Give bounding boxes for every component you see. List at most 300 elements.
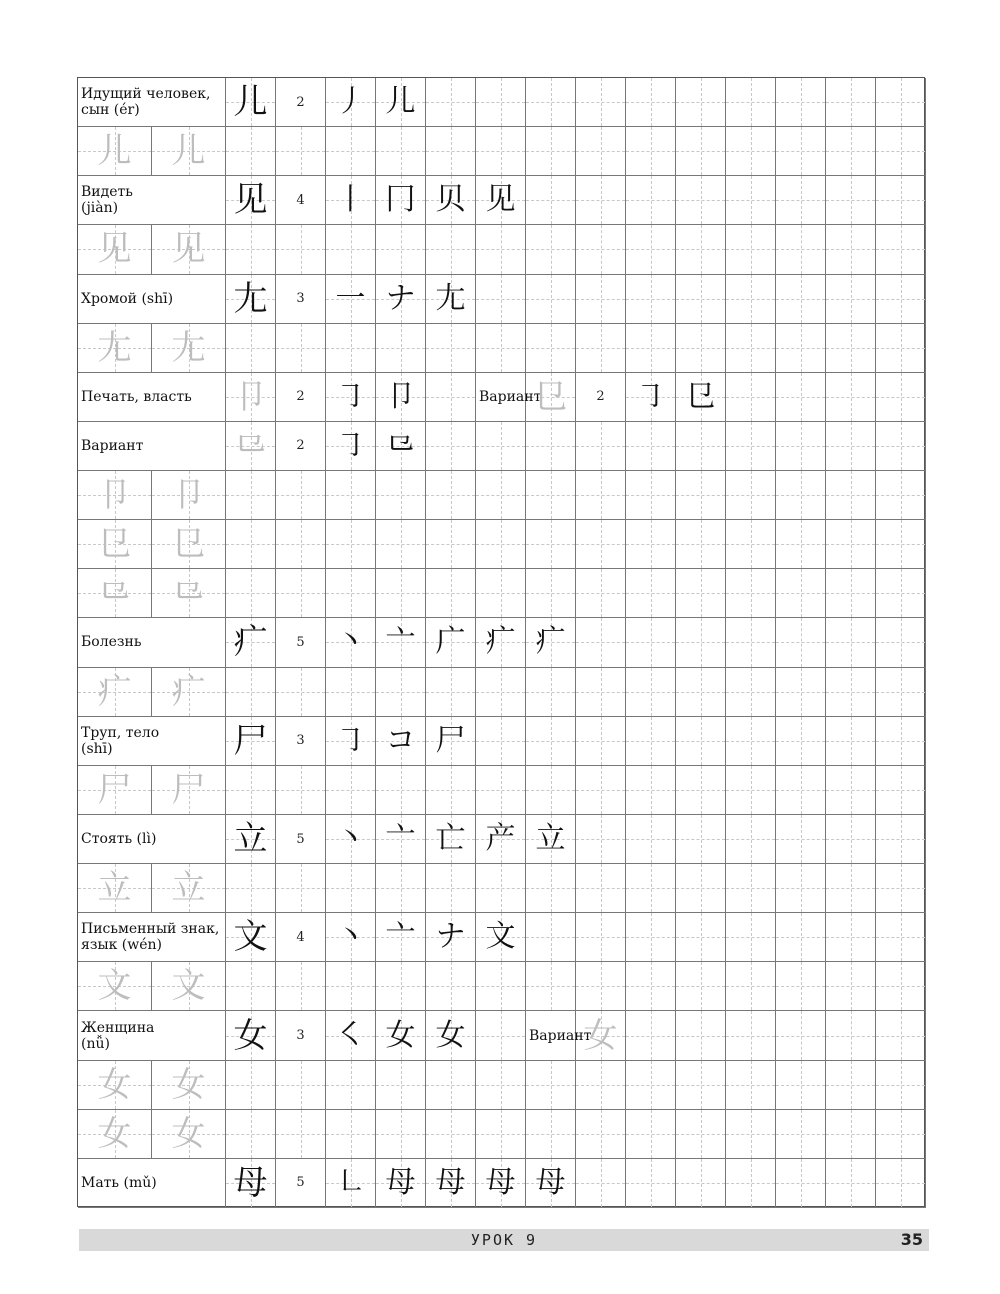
character-practice-grid: [77, 77, 925, 1207]
practice-cell: [826, 1159, 876, 1208]
practice-row: [78, 127, 924, 176]
practice-cell: [626, 225, 676, 274]
practice-cell: [826, 668, 876, 717]
practice-cell: [226, 864, 276, 913]
lesson-title: УРОК 9: [470, 1231, 538, 1249]
trace-character: 文: [97, 966, 132, 1007]
practice-cell: [376, 422, 426, 471]
practice-cell: [376, 78, 426, 127]
practice-cell: [776, 176, 826, 225]
practice-cell: [776, 569, 826, 618]
practice-cell: [776, 1061, 826, 1110]
practice-cell: [476, 78, 526, 127]
practice-cell: [476, 1061, 526, 1110]
practice-cell: [326, 422, 376, 471]
trace-character: 女: [97, 1064, 132, 1105]
main-character: 尢: [233, 278, 268, 319]
character-row: [78, 913, 924, 962]
practice-cell: [426, 815, 476, 864]
practice-cell: [326, 717, 376, 766]
stroke-step: 母: [435, 1164, 466, 1200]
stroke-step: ㇛: [335, 1017, 366, 1053]
stroke-step: 产: [485, 821, 516, 857]
practice-cell: [226, 1159, 276, 1208]
practice-cell: [826, 520, 876, 569]
practice-cell: [576, 864, 626, 913]
practice-cell: [326, 275, 376, 324]
page-number: 35: [900, 1230, 923, 1249]
practice-cell: [626, 78, 676, 127]
practice-cell: [726, 766, 776, 815]
practice-cell: [526, 275, 576, 324]
practice-cell: [426, 275, 476, 324]
practice-cell: [426, 471, 476, 520]
practice-cell: [476, 618, 526, 667]
character-meaning-label: [78, 1159, 226, 1208]
stroke-step: 广: [435, 624, 466, 660]
stroke-step: 丶: [335, 821, 366, 857]
practice-cell: [576, 1011, 626, 1060]
stroke-step: 丿: [335, 84, 366, 120]
practice-cell: [676, 422, 726, 471]
practice-cell: [826, 766, 876, 815]
practice-cell: [826, 422, 876, 471]
practice-cell: [676, 913, 726, 962]
practice-row: [78, 962, 924, 1011]
stroke-step: コ: [385, 722, 416, 758]
stroke-step: 丶: [335, 624, 366, 660]
practice-cell: [876, 815, 926, 864]
practice-cell: [226, 176, 276, 225]
trace-character: 尢: [171, 327, 206, 368]
practice-cell: [526, 618, 576, 667]
practice-cell: [376, 569, 426, 618]
practice-cell: [576, 569, 626, 618]
meaning-text: Болезнь: [81, 634, 142, 651]
practice-cell: [476, 962, 526, 1011]
practice-cell: [526, 176, 576, 225]
practice-cell: [676, 127, 726, 176]
practice-cell: [226, 962, 276, 1011]
practice-cell: [876, 618, 926, 667]
practice-cell: [526, 225, 576, 274]
practice-cell: [276, 1159, 326, 1208]
practice-cell: [626, 373, 676, 422]
variant-stroke-count: 2: [596, 389, 605, 405]
practice-cell: [676, 864, 726, 913]
practice-cell: [876, 766, 926, 815]
practice-row: [78, 520, 924, 569]
practice-cell: [226, 324, 276, 373]
stroke-step: ㇆: [335, 427, 366, 463]
practice-cell: [326, 1011, 376, 1060]
practice-cell: [676, 1110, 726, 1159]
character-meaning-label: [78, 1011, 226, 1060]
practice-cell: [726, 324, 776, 373]
practice-cell: [426, 1110, 476, 1159]
practice-cell: [826, 717, 876, 766]
trace-character: 卩: [171, 475, 206, 516]
practice-cell: [326, 962, 376, 1011]
practice-cell: [376, 1110, 426, 1159]
stroke-step: 亠: [385, 919, 416, 955]
stroke-step: 丨: [335, 182, 366, 218]
character-row: [78, 1011, 924, 1060]
practice-cell: [576, 225, 626, 274]
practice-cell: [726, 225, 776, 274]
practice-cell: [876, 569, 926, 618]
practice-cell: [876, 864, 926, 913]
trace-cell: [152, 520, 226, 569]
main-character: 儿: [233, 82, 268, 123]
practice-cell: [776, 422, 826, 471]
practice-cell: [726, 520, 776, 569]
practice-cell: [776, 766, 826, 815]
practice-cell: [276, 422, 326, 471]
practice-cell: [876, 275, 926, 324]
practice-cell: [576, 78, 626, 127]
practice-cell: [776, 962, 826, 1011]
practice-cell: [276, 1011, 326, 1060]
main-character: 女: [233, 1015, 268, 1056]
practice-row: [78, 324, 924, 373]
practice-row: [78, 569, 924, 618]
character-meaning-label: [78, 717, 226, 766]
practice-cell: [326, 864, 376, 913]
practice-cell: [826, 1011, 876, 1060]
practice-cell: [876, 1159, 926, 1208]
stroke-step: 母: [485, 1164, 516, 1200]
practice-cell: [726, 275, 776, 324]
stroke-step: 贝: [435, 182, 466, 218]
practice-cell: [326, 1159, 376, 1208]
trace-cell: [78, 520, 152, 569]
practice-cell: [276, 324, 326, 373]
practice-cell: [526, 1061, 576, 1110]
practice-cell: [726, 864, 776, 913]
practice-cell: [626, 324, 676, 373]
practice-cell: [876, 668, 926, 717]
practice-cell: [426, 913, 476, 962]
main-character: 卩: [233, 376, 268, 417]
stroke-step: 女: [385, 1017, 416, 1053]
practice-cell: [826, 962, 876, 1011]
practice-cell: [776, 1011, 826, 1060]
variant-label: Вариант: [479, 388, 542, 405]
practice-cell: [326, 618, 376, 667]
practice-cell: [226, 717, 276, 766]
practice-cell: [876, 373, 926, 422]
practice-cell: [876, 422, 926, 471]
stroke-step: 疒: [485, 624, 516, 660]
character-row: [78, 78, 924, 127]
meaning-text: Мать (mǔ): [81, 1174, 157, 1191]
practice-cell: [326, 127, 376, 176]
practice-cell: [326, 520, 376, 569]
practice-cell: [726, 1110, 776, 1159]
trace-cell: [78, 127, 152, 176]
practice-cell: [626, 471, 676, 520]
practice-cell: [376, 373, 426, 422]
practice-cell: [576, 1061, 626, 1110]
practice-cell: [276, 275, 326, 324]
practice-cell: [776, 520, 826, 569]
practice-cell: [726, 1159, 776, 1208]
practice-cell: [726, 176, 776, 225]
main-character: 母: [233, 1162, 268, 1203]
practice-cell: [376, 275, 426, 324]
practice-cell: [726, 471, 776, 520]
variant-stroke-step: ㇆: [635, 378, 666, 414]
practice-cell: [526, 324, 576, 373]
variant-label: Вариант: [529, 1027, 592, 1044]
practice-cell: [376, 225, 426, 274]
practice-cell: [476, 815, 526, 864]
stroke-step: 亠: [385, 821, 416, 857]
practice-cell: [326, 176, 376, 225]
practice-cell: [376, 864, 426, 913]
practice-cell: [276, 176, 326, 225]
practice-cell: [676, 176, 726, 225]
practice-cell: [326, 225, 376, 274]
practice-cell: [876, 471, 926, 520]
trace-cell: [78, 864, 152, 913]
stroke-step: 丶: [335, 919, 366, 955]
trace-character: 文: [171, 966, 206, 1007]
practice-cell: [426, 373, 476, 422]
practice-row: [78, 225, 924, 274]
practice-cell: [276, 520, 326, 569]
trace-character: 尸: [171, 769, 206, 810]
trace-character: 㔾: [97, 524, 132, 565]
practice-row: [78, 1061, 924, 1110]
stroke-step: 立: [535, 821, 566, 857]
practice-cell: [476, 520, 526, 569]
practice-cell: [526, 668, 576, 717]
practice-cell: [576, 373, 626, 422]
practice-cell: [776, 127, 826, 176]
trace-cell: [78, 569, 152, 618]
practice-cell: [376, 324, 426, 373]
practice-cell: [576, 668, 626, 717]
character-row: [78, 373, 924, 422]
practice-cell: [676, 78, 726, 127]
practice-cell: [326, 815, 376, 864]
practice-cell: [476, 1110, 526, 1159]
practice-cell: [376, 1011, 426, 1060]
practice-cell: [426, 176, 476, 225]
practice-cell: [776, 324, 826, 373]
stroke-step: ㇆: [335, 378, 366, 414]
practice-cell: [476, 225, 526, 274]
meaning-text: Печать, власть: [81, 388, 192, 405]
practice-cell: [576, 1159, 626, 1208]
practice-cell: [326, 913, 376, 962]
practice-cell: [576, 766, 626, 815]
practice-cell: [376, 717, 426, 766]
practice-cell: [276, 717, 326, 766]
character-row: [78, 176, 924, 225]
practice-cell: [326, 373, 376, 422]
practice-cell: [626, 913, 676, 962]
trace-cell: [78, 962, 152, 1011]
practice-cell: [476, 275, 526, 324]
stroke-count: 5: [296, 831, 305, 847]
practice-cell: [526, 1110, 576, 1159]
practice-cell: [776, 1159, 826, 1208]
practice-cell: [226, 520, 276, 569]
practice-cell: [226, 78, 276, 127]
practice-cell: [426, 864, 476, 913]
practice-cell: [326, 324, 376, 373]
practice-cell: [426, 78, 476, 127]
practice-cell: [226, 668, 276, 717]
meaning-text: Стоять (lì): [81, 831, 157, 848]
main-character: 尸: [233, 720, 268, 761]
practice-cell: [426, 668, 476, 717]
practice-cell: [526, 127, 576, 176]
trace-character: 见: [97, 229, 132, 270]
practice-cell: [226, 422, 276, 471]
practice-cell: [626, 176, 676, 225]
practice-cell: [226, 1061, 276, 1110]
practice-cell: [676, 815, 726, 864]
trace-cell: [78, 1061, 152, 1110]
practice-cell: [726, 668, 776, 717]
trace-character: 尸: [97, 769, 132, 810]
practice-cell: [426, 962, 476, 1011]
practice-cell: [776, 78, 826, 127]
main-character: 见: [233, 180, 268, 221]
practice-cell: [626, 422, 676, 471]
practice-cell: [876, 1110, 926, 1159]
practice-cell: [426, 717, 476, 766]
practice-cell: [376, 913, 426, 962]
stroke-step: 一: [335, 280, 366, 316]
practice-cell: [576, 520, 626, 569]
practice-cell: [276, 225, 326, 274]
practice-cell: [876, 324, 926, 373]
practice-cell: [476, 717, 526, 766]
practice-cell: [726, 373, 776, 422]
practice-cell: [276, 78, 326, 127]
practice-cell: [576, 176, 626, 225]
practice-cell: [476, 913, 526, 962]
practice-cell: [626, 127, 676, 176]
practice-cell: [276, 864, 326, 913]
stroke-step: 尢: [435, 280, 466, 316]
variant-character: 女: [583, 1015, 618, 1056]
practice-cell: [526, 520, 576, 569]
stroke-count: 4: [296, 929, 305, 945]
main-character: ⺋: [233, 425, 268, 466]
practice-cell: [276, 127, 326, 176]
practice-cell: [826, 78, 876, 127]
stroke-count: 3: [296, 291, 305, 307]
stroke-count: 3: [296, 1028, 305, 1044]
practice-cell: [676, 668, 726, 717]
practice-cell: [276, 569, 326, 618]
practice-cell: [676, 275, 726, 324]
character-meaning-label: [78, 618, 226, 667]
practice-cell: [676, 1061, 726, 1110]
trace-cell: [152, 864, 226, 913]
practice-cell: [676, 471, 726, 520]
character-meaning-label: [78, 913, 226, 962]
trace-cell: [78, 324, 152, 373]
practice-cell: [476, 422, 526, 471]
character-row: [78, 422, 924, 471]
practice-cell: [526, 569, 576, 618]
stroke-step: 文: [485, 919, 516, 955]
practice-cell: [226, 373, 276, 422]
practice-cell: [326, 569, 376, 618]
practice-cell: [676, 618, 726, 667]
practice-cell: [876, 127, 926, 176]
trace-cell: [78, 668, 152, 717]
meaning-text: Письменный знак, язык (wén): [81, 921, 220, 954]
practice-cell: [426, 1011, 476, 1060]
trace-character: ⺋: [97, 573, 132, 614]
practice-cell: [226, 569, 276, 618]
practice-cell: [426, 1061, 476, 1110]
practice-cell: [276, 471, 326, 520]
practice-cell: [276, 1061, 326, 1110]
practice-cell: [826, 1110, 876, 1159]
practice-cell: [626, 1110, 676, 1159]
practice-cell: [276, 373, 326, 422]
practice-cell: [426, 520, 476, 569]
character-row: [78, 815, 924, 864]
character-meaning-label: [78, 373, 226, 422]
practice-cell: [876, 717, 926, 766]
practice-cell: [526, 373, 576, 422]
trace-cell: [78, 1110, 152, 1159]
practice-cell: [576, 618, 626, 667]
practice-cell: [576, 422, 626, 471]
trace-character: 见: [171, 229, 206, 270]
practice-cell: [876, 1061, 926, 1110]
trace-character: 卩: [97, 475, 132, 516]
practice-cell: [626, 569, 676, 618]
practice-cell: [526, 422, 576, 471]
practice-cell: [776, 913, 826, 962]
character-meaning-label: [78, 815, 226, 864]
practice-cell: [476, 176, 526, 225]
practice-cell: [626, 962, 676, 1011]
trace-cell: [152, 127, 226, 176]
practice-cell: [276, 913, 326, 962]
practice-cell: [476, 1011, 526, 1060]
practice-cell: [526, 1011, 592, 1060]
practice-row: [78, 766, 924, 815]
stroke-step: 女: [435, 1017, 466, 1053]
practice-cell: [226, 127, 276, 176]
practice-cell: [676, 962, 726, 1011]
practice-cell: [276, 668, 326, 717]
stroke-step: ⺋: [385, 427, 416, 463]
practice-cell: [876, 176, 926, 225]
practice-cell: [726, 815, 776, 864]
practice-cell: [826, 815, 876, 864]
practice-cell: [626, 1061, 676, 1110]
practice-cell: [326, 78, 376, 127]
practice-cell: [676, 324, 726, 373]
trace-cell: [152, 471, 226, 520]
practice-cell: [576, 1110, 626, 1159]
practice-cell: [526, 815, 576, 864]
practice-cell: [776, 815, 826, 864]
